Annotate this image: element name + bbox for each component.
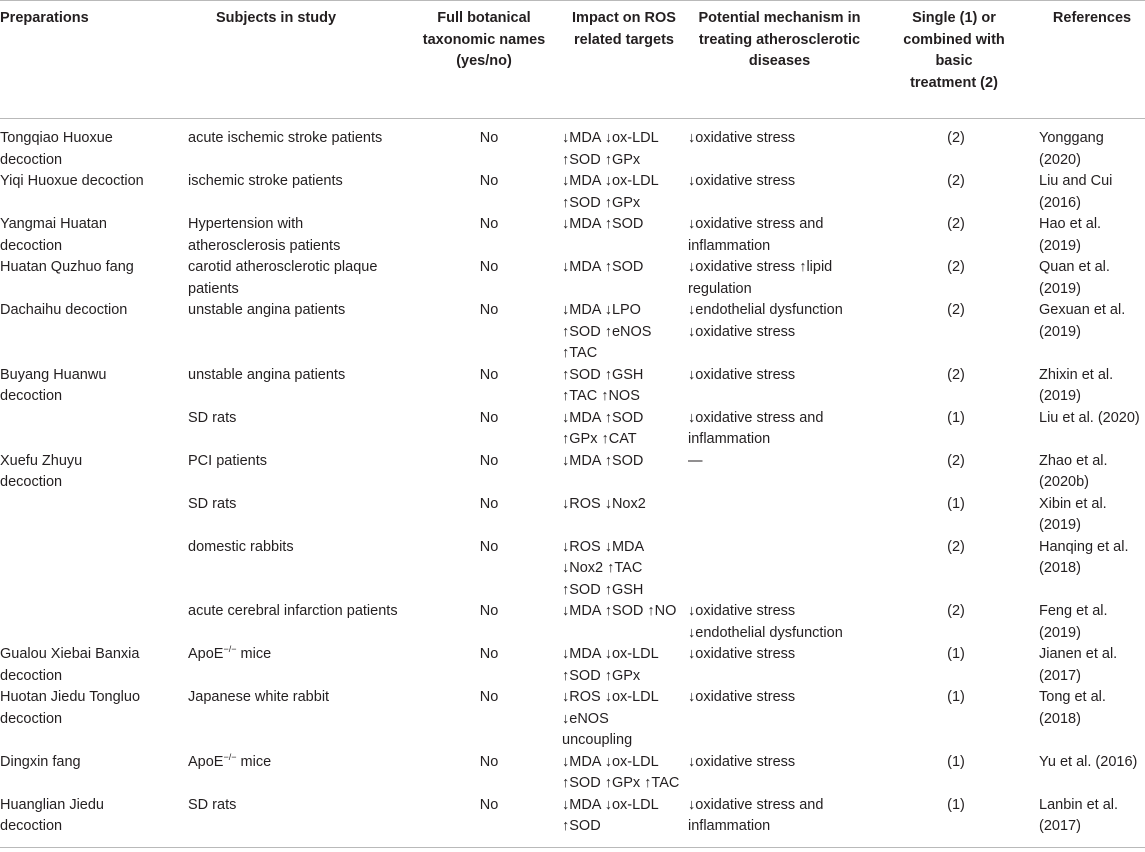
full-names-cell: No <box>406 795 562 848</box>
mechanism-cell: ↓oxidative stress <box>688 753 796 770</box>
preparation-cell: Dachaihu decoction <box>0 302 128 318</box>
preparation-cell <box>0 601 186 644</box>
references-cell: Xibin et al. (2019) <box>1039 495 1107 533</box>
references-cell: Hanqing et al. (2018) <box>1039 538 1129 576</box>
single-combined-cell: (2) <box>947 452 965 469</box>
header-preparations: Preparations <box>0 1 186 119</box>
full-names-cell: No <box>479 259 499 275</box>
preparation-cell <box>0 408 186 451</box>
subjects-superscript: −/− <box>223 751 237 762</box>
single-combined-cell: (2) <box>947 302 965 318</box>
subjects-text-after: mice <box>236 753 272 770</box>
subjects-cell: Japanese white rabbit <box>188 689 330 705</box>
references-cell: Jianen et al. (2017) <box>1039 646 1118 684</box>
preparation-cell: Huotan Jiedu Tongluo decoction <box>0 689 141 727</box>
subjects-cell: unstable angina patients <box>188 366 346 383</box>
preparation-cell <box>0 494 186 537</box>
subjects-cell: acute ischemic stroke patients <box>188 130 383 146</box>
references-cell: Liu and Cui (2016) <box>1039 173 1113 211</box>
references-cell: Yu et al. (2016) <box>1039 753 1138 770</box>
subjects-cell: acute cerebral infarction patients <box>188 603 398 619</box>
table-row <box>0 214 1145 257</box>
table-row <box>0 644 1145 687</box>
references-cell: Gexuan et al. (2019) <box>1039 302 1126 340</box>
ros-impact-cell: ↓ROS ↓ox-LDL ↓eNOS uncoupling <box>562 689 659 748</box>
full-names-cell: No <box>479 302 499 318</box>
single-combined-cell: (2) <box>947 366 965 383</box>
subjects-cell <box>186 752 406 795</box>
mechanism-cell: ↓oxidative stress <box>688 689 796 705</box>
mechanism-cell: ↓oxidative stress <box>688 173 796 189</box>
mechanism-cell: ↓endothelial dysfunction ↓oxidative stress <box>688 302 843 340</box>
full-names-cell: No <box>479 495 499 512</box>
mechanism-cell <box>684 537 877 602</box>
full-names-cell: No <box>479 689 499 705</box>
preparation-cell: Huanglian Jiedu decoction <box>0 795 186 848</box>
ros-impact-cell: ↓MDA ↑SOD <box>562 216 644 232</box>
ros-impact-cell: ↓MDA ↓LPO ↑SOD ↑eNOS ↑TAC <box>562 302 652 361</box>
preparation-cell: Huatan Quzhuo fang <box>0 259 134 275</box>
full-names-cell: No <box>479 538 499 555</box>
preparation-cell: Dingxin fang <box>0 753 81 770</box>
preparation-cell: Yiqi Huoxue decoction <box>0 173 144 189</box>
mechanism-cell: ↓oxidative stress <box>688 130 796 146</box>
full-names-cell: No <box>479 753 499 770</box>
ros-impact-cell: ↓MDA ↓ox-LDL ↑SOD <box>562 795 684 848</box>
header-ros-impact: Impact on ROS related targets <box>562 1 684 119</box>
subjects-cell: SD rats <box>186 795 406 848</box>
mechanism-cell: ↓oxidative stress and inflammation <box>688 409 824 447</box>
subjects-cell: Hypertension with atherosclerosis patients <box>188 216 341 254</box>
full-names-cell: No <box>479 173 499 189</box>
single-combined-cell: (2) <box>947 603 965 619</box>
subjects-cell: SD rats <box>188 495 237 512</box>
subjects-cell: domestic rabbits <box>188 538 294 555</box>
single-combined-cell: (2) <box>947 216 965 232</box>
mechanism-cell: ↓oxidative stress ↑lipid regulation <box>688 259 833 297</box>
references-cell: Zhao et al. (2020b) <box>1039 452 1108 490</box>
preparation-cell: Yangmai Huatan decoction <box>0 216 107 254</box>
full-names-cell: No <box>479 216 499 232</box>
full-names-cell: No <box>479 603 499 619</box>
header-references: References <box>1011 1 1145 119</box>
single-combined-cell: (1) <box>947 409 965 426</box>
table-row <box>0 494 1145 537</box>
mechanism-cell <box>684 494 877 537</box>
references-cell: Lanbin et al. (2017) <box>1011 795 1145 848</box>
table-row <box>0 257 1145 300</box>
references-cell: Feng et al. (2019) <box>1039 603 1108 641</box>
mechanism-cell: ↓oxidative stress <box>688 366 796 383</box>
preparation-cell: Tongqiao Huoxue decoction <box>0 130 113 168</box>
table-row <box>0 795 1145 848</box>
ros-impact-cell: ↓MDA ↑SOD ↑GPx ↑CAT <box>562 409 644 447</box>
table-row <box>0 171 1145 214</box>
mechanism-cell: ↓oxidative stress ↓endothelial dysfunction <box>688 603 843 641</box>
single-combined-cell: (1) <box>947 646 965 662</box>
references-cell: Hao et al. (2019) <box>1039 216 1102 254</box>
full-names-cell: No <box>479 452 499 469</box>
single-combined-cell: (1) <box>877 795 1011 848</box>
table-row <box>0 687 1145 752</box>
subjects-superscript: −/− <box>223 644 237 654</box>
preparation-cell: Gualou Xiebai Banxia decoction <box>0 646 140 684</box>
single-combined-cell: (2) <box>947 130 965 146</box>
table-row <box>0 451 1145 494</box>
table-row <box>0 119 1145 172</box>
subjects-text: ApoE <box>188 753 224 770</box>
ros-impact-cell: ↑SOD ↑GSH ↑TAC ↑NOS <box>562 366 644 404</box>
full-names-cell: No <box>479 366 499 383</box>
subjects-cell: unstable angina patients <box>188 302 346 318</box>
table-row <box>0 365 1145 408</box>
full-names-cell: No <box>479 130 499 146</box>
subjects-text: ApoE <box>188 646 224 662</box>
header-mechanism: Potential mechanism in treating atherosclerotic diseases <box>684 1 877 119</box>
ros-impact-cell: ↓MDA ↓ox-LDL ↑SOD ↑GPx <box>562 130 659 168</box>
subjects-cell: SD rats <box>188 409 237 426</box>
references-cell: Tong et al. (2018) <box>1039 689 1106 727</box>
subjects-cell: ischemic stroke patients <box>188 173 343 189</box>
ros-impact-cell: ↓ROS ↓Nox2 <box>562 495 646 512</box>
single-combined-cell: (1) <box>947 753 965 770</box>
full-names-cell: No <box>479 409 499 426</box>
references-cell: Liu et al. (2020) <box>1039 409 1140 426</box>
full-names-cell: No <box>479 646 499 662</box>
ros-impact-cell: ↓MDA ↓ox-LDL ↑SOD ↑GPx <box>562 173 659 211</box>
single-combined-cell: (2) <box>947 259 965 275</box>
header-row <box>0 1 1145 119</box>
ros-impact-cell: ↓MDA ↑SOD ↑NO <box>562 603 677 619</box>
single-combined-cell: (2) <box>947 173 965 189</box>
subjects-cell: PCI patients <box>188 452 267 469</box>
preparation-cell: Xuefu Zhuyu decoction <box>0 452 83 490</box>
references-cell: Quan et al. (2019) <box>1039 259 1110 297</box>
references-cell: Zhixin et al. (2019) <box>1039 366 1114 404</box>
mechanism-cell: ↓oxidative stress and inflammation <box>688 216 824 254</box>
ros-impact-cell: ↓MDA ↓ox-LDL ↑SOD ↑GPx <box>562 646 659 684</box>
ros-impact-cell: ↓ROS ↓MDA ↓Nox2 ↑TAC ↑SOD ↑GSH <box>562 538 644 598</box>
ros-impact-cell: ↓MDA ↑SOD <box>562 259 644 275</box>
subjects-cell: carotid atherosclerotic plaque patients <box>188 259 378 297</box>
mechanism-cell: ↓oxidative stress <box>688 646 796 662</box>
ros-impact-cell: ↓MDA ↑SOD <box>562 452 644 469</box>
mechanism-cell: — <box>688 452 703 469</box>
table-row <box>0 537 1145 602</box>
preparation-cell <box>0 537 186 602</box>
table-row <box>0 752 1145 795</box>
single-combined-cell: (2) <box>947 538 965 555</box>
single-combined-cell: (1) <box>947 495 965 512</box>
references-cell: Yonggang (2020) <box>1039 130 1104 168</box>
table-row <box>0 601 1145 644</box>
single-combined-cell: (1) <box>947 689 965 705</box>
subjects-cell <box>186 644 406 687</box>
table-row <box>0 300 1145 365</box>
header-full-names: Full botanical taxonomic names (yes/no) <box>406 1 562 119</box>
mechanism-cell: ↓oxidative stress and inflammation <box>684 795 877 848</box>
table-row <box>0 408 1145 451</box>
ros-impact-cell: ↓MDA ↓ox-LDL ↑SOD ↑GPx ↑TAC <box>562 753 680 791</box>
preparation-cell: Buyang Huanwu decoction <box>0 366 107 404</box>
header-single-combined: Single (1) or combined with basic treatment (2) <box>877 1 1011 119</box>
subjects-text-after: mice <box>236 646 272 662</box>
header-subjects: Subjects in study <box>186 1 406 119</box>
